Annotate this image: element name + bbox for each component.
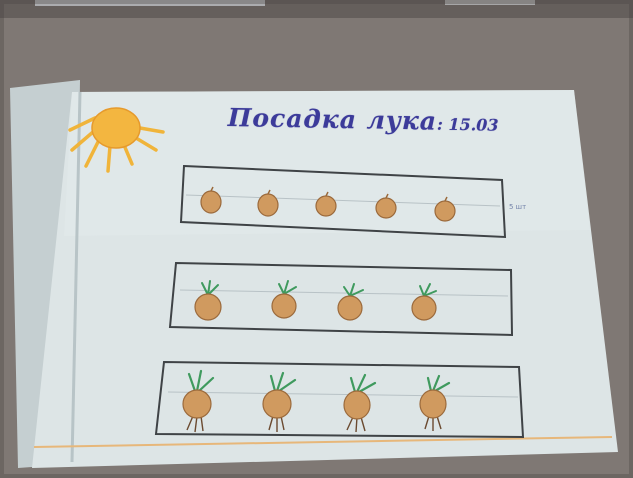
side-note: 5 шт — [509, 203, 527, 211]
title-text: Посадка лука — [227, 103, 438, 136]
title-date: : 15.03 — [436, 114, 499, 135]
